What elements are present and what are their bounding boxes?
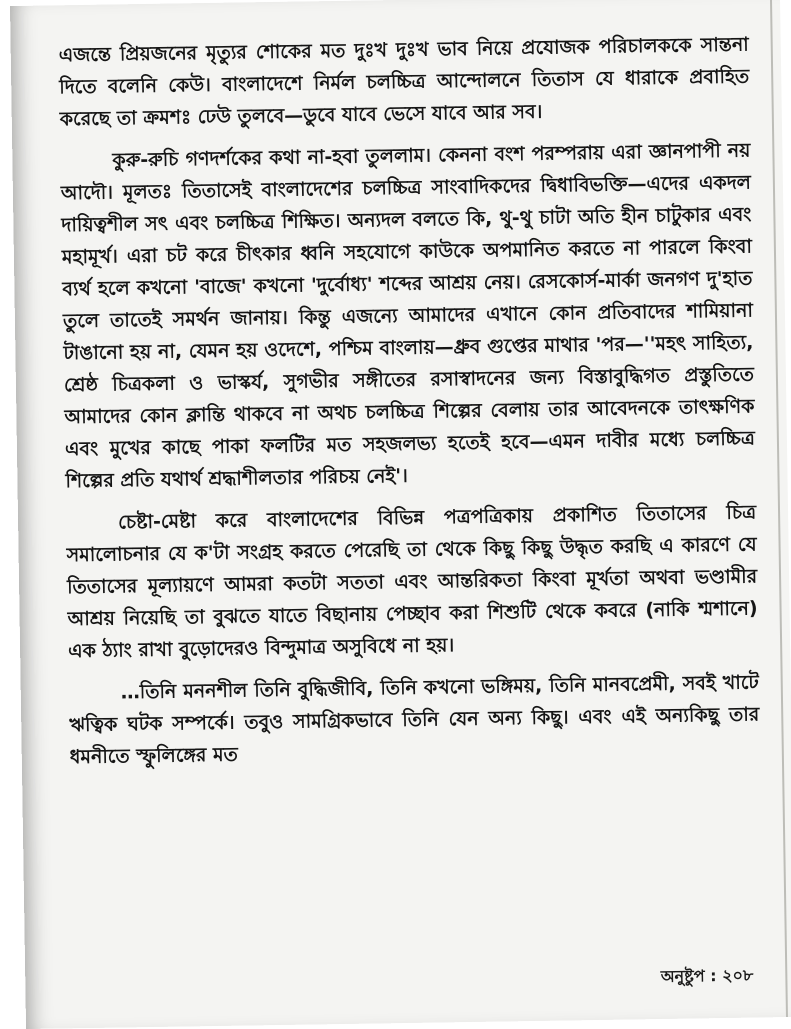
paragraph-2: কুরু-রুচি গণদর্শকের কথা না-হবা তুললাম। কেননা বংশ পরম্পরায় এরা জ্ঞানপাপী নয় আদৌ। মূলতঃ তিতাসেই বাংলাদেশের চলচ্চিত্র সাংবাদিকদের দ্বিধাবিভক্তি—এদের একদল দায়িত্বশীল সৎ এবং চলচ্চিত্র শিক্ষিত। অন্যদল বলতে কি, থু-থু চাটা অতি হীন চাটুকার এবং মহামূর্খ। এরা চট করে চীৎকার ধ্বনি সহযোগে কাউকে অপমানিত করতে না পারলে কিংবা ব্যর্থ হলে কখনো 'বাজে' কখনো 'দুর্বোধ্য' শব্দের আশ্রয় নেয়। রেসকোর্স-মার্কা জনগণ দু'হাত তুলে তাতেই সমর্থন জানায়। কিন্তু এজন্যে আমাদের এখানে কোন প্রতিবাদের শামিয়ানা টাঙানো হয় না, যেমন হয় ওদেশে, পশ্চিম বাংলায়—ধ্রুব গুপ্তের মাথার 'পর—''মহৎ সাহিত্য, শ্রেষ্ঠ চিত্রকলা ও ভাস্কর্য, সুগভীর সঙ্গীতের রসাস্বাদনের জন্য বিস্তাবুদ্ধিগত প্রস্তুতিতে আমাদের কোন ক্লান্তি থাকবে না অথচ চলচ্চিত্র শিল্পের বেলায় তার আবেদনকে তাৎক্ষণিক এবং মুখের কাছে পাকা ফলটির মত সহজলভ্য হতেই হবে—এমন দাবীর মধ্যে চলচ্চিত্র শিল্পের প্রতি যথার্থ শ্রদ্ধাশীলতার পরিচয় নেই'।: [60, 139, 756, 493]
paragraph-1: এজন্তে প্রিয়জনের মৃত্যুর শোকের মত দুঃখ দুঃখ ভাব নিয়ে প্রযোজক পরিচালককে সান্তনা দিতে বলেনি কেউ। বাংলাদেশে নির্মল চলচ্চিত্র আন্দোলনে তিতাস যে ধারাকে প্রবাহিত করেছে তা ক্রমশঃ ঢেউ তুলবে—ডুবে যাবে ভেসে যাবে আর সব।: [58, 33, 750, 131]
body-text: [59, 29, 761, 784]
book-page: [10, 0, 791, 1029]
paragraph-3: চেষ্টা-মেষ্টা করে বাংলাদেশের বিভিন্ন পত্রপত্রিকায় প্রকাশিত তিতাসের চিত্র সমালোচনার যে ক'টা সংগ্রহ করতে পেরেছি তা থেকে কিছু কিছু উদ্ধৃত করছি এ কারণে যে তিতাসের মূল্যায়ণে আমরা কতটা সততা এবং আন্তরিকতা কিংবা মূর্খতা অথবা ভণ্ডামীর আশ্রয় নিয়েছি তা বুঝতে যাতে বিছানায় পেচ্ছাব করা শিশুটি থেকে কবরে (নাকি শ্মশানে) এক ঠ্যাং রাখা বুড়োদেরও বিন্দুমাত্র অসুবিধে না হয়।: [66, 501, 758, 663]
page-footer: অনুষ্টুপ : ২০৮: [660, 965, 754, 987]
paragraph-4: …তিনি মননশীল তিনি বুদ্ধিজীবি, তিনি কখনো ভঙ্গিময়, তিনি মানবপ্রেমী, সবই খাটে ঋত্বিক ঘটক সম্পর্কে। তবুও সামগ্রিকভাবে তিনি যেন অন্য কিছু। এবং এই অন্যকিছু তার ধমনীতে স্ফুলিঙ্গের মত: [69, 671, 760, 769]
page-edge: [770, 0, 788, 1017]
